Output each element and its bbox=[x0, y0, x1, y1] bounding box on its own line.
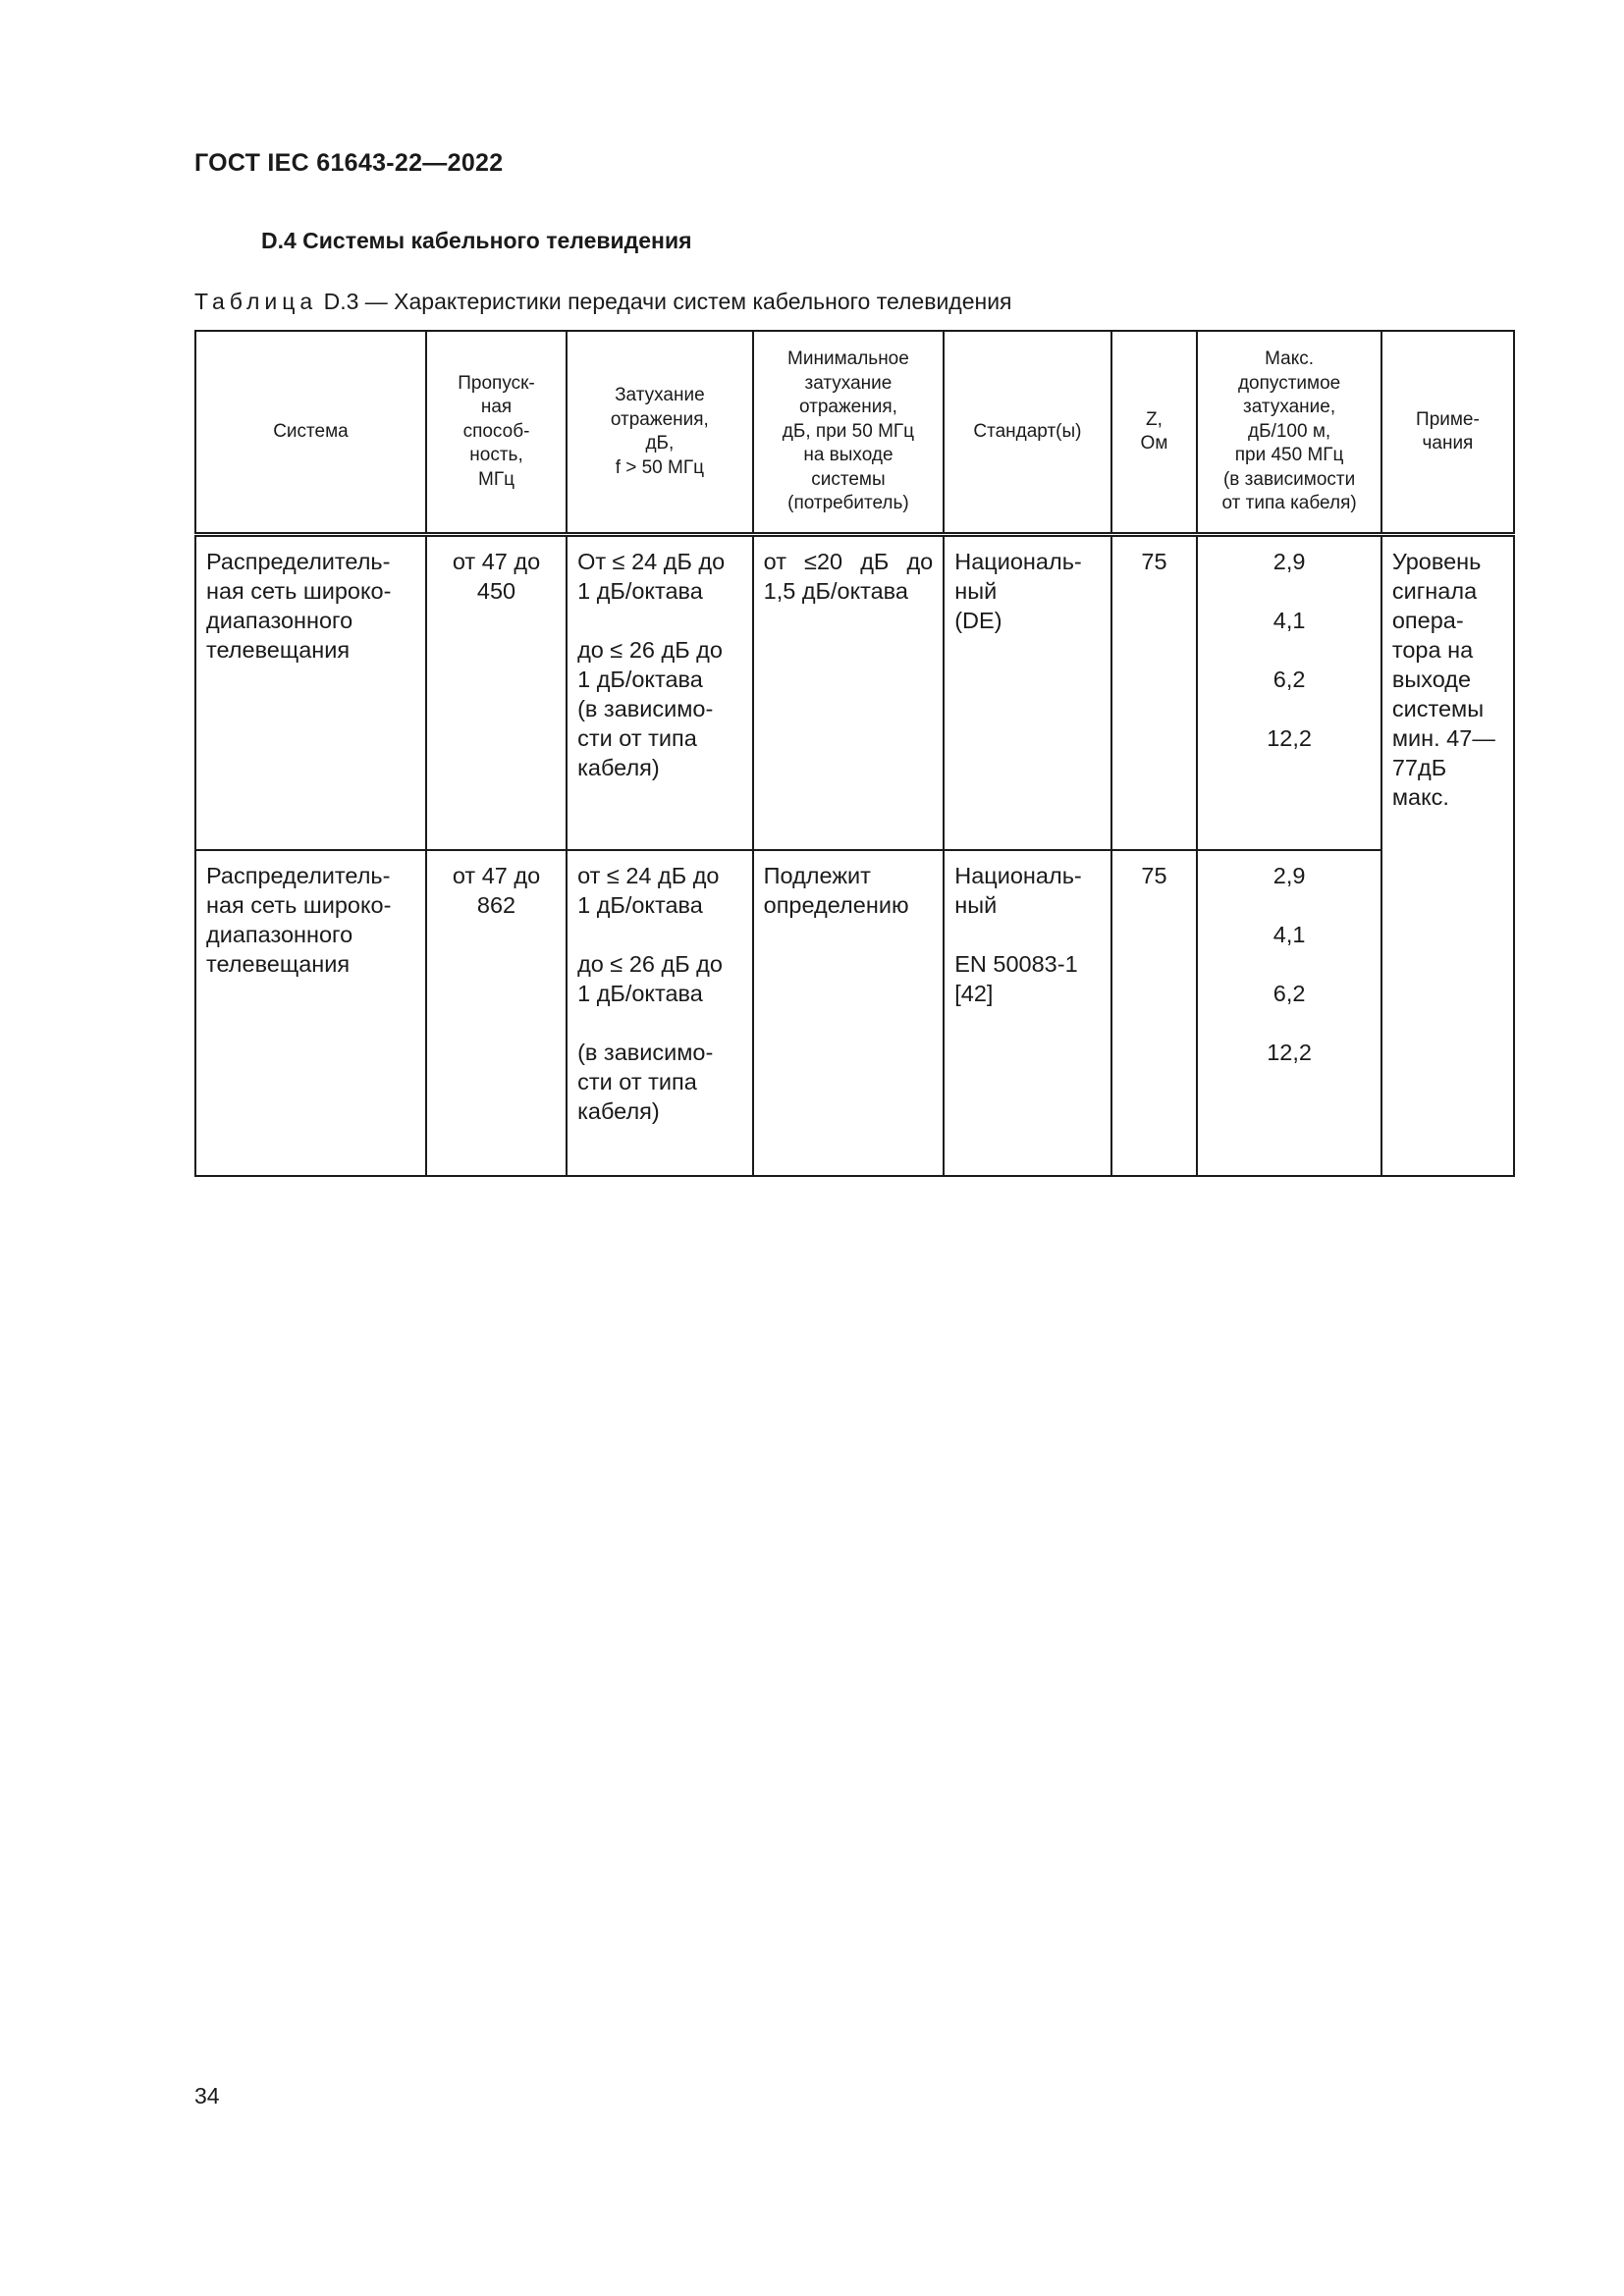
cell-bandwidth: от 47 до 450 bbox=[426, 535, 567, 851]
cell-standard: Националь- ный (DE) bbox=[944, 535, 1110, 851]
cell-notes: Уровень сигнала опера- тора на выходе системы мин. 47— 77дБ макс. bbox=[1381, 535, 1514, 1177]
header-impedance: Z, Ом bbox=[1111, 331, 1198, 535]
cell-standard: Националь- ный EN 50083-1 [42] bbox=[944, 850, 1110, 1176]
table-row bbox=[195, 535, 1514, 851]
cell-min-return-loss: от ≤20 дБ до 1,5 дБ/октава bbox=[753, 535, 945, 851]
transmission-characteristics-table bbox=[194, 330, 1515, 1177]
cell-max-attenuation: 2,9 4,1 6,2 12,2 bbox=[1197, 535, 1381, 851]
header-system: Система bbox=[195, 331, 426, 535]
cell-system: Распределитель- ная сеть широко- диапазонного телевещания bbox=[195, 535, 426, 851]
caption-label: Таблица bbox=[194, 289, 318, 314]
table-header-row bbox=[195, 331, 1514, 535]
header-notes: Приме- чания bbox=[1381, 331, 1514, 535]
header-return-loss: Затухание отражения, дБ, f > 50 МГц bbox=[567, 331, 753, 535]
cell-impedance: 75 bbox=[1111, 850, 1198, 1176]
table-row bbox=[195, 850, 1514, 1176]
header-standard: Стандарт(ы) bbox=[944, 331, 1110, 535]
cell-return-loss: от ≤ 24 дБ до 1 дБ/октава до ≤ 26 дБ до 1 дБ/октава (в зависимо- сти от типа кабеля) bbox=[567, 850, 753, 1176]
header-bandwidth: Пропуск- ная способ- ность, МГц bbox=[426, 331, 567, 535]
header-max-attenuation: Макс. допустимое затухание, дБ/100 м, при 450 МГц (в зависимости от типа кабеля) bbox=[1197, 331, 1381, 535]
cell-system: Распределитель- ная сеть широко- диапазонного телевещания bbox=[195, 850, 426, 1176]
cell-bandwidth: от 47 до 862 bbox=[426, 850, 567, 1176]
page-number: 34 bbox=[194, 2083, 220, 2109]
caption-text: — Характеристики передачи систем кабельного телевидения bbox=[358, 289, 1012, 314]
header-min-return-loss: Минимальное затухание отражения, дБ, при 50 МГц на выходе системы (потребитель) bbox=[753, 331, 945, 535]
cell-impedance: 75 bbox=[1111, 535, 1198, 851]
cell-return-loss: От ≤ 24 дБ до 1 дБ/октава до ≤ 26 дБ до 1 дБ/октава (в зависимо- сти от типа кабеля) bbox=[567, 535, 753, 851]
table-caption bbox=[194, 289, 1012, 315]
document-code: ГОСТ IEC 61643-22—2022 bbox=[194, 149, 504, 177]
cell-min-return-loss: Подлежит определению bbox=[753, 850, 945, 1176]
caption-number: D.3 bbox=[317, 289, 359, 314]
section-title: D.4 Системы кабельного телевидения bbox=[261, 228, 692, 253]
cell-max-attenuation: 2,9 4,1 6,2 12,2 bbox=[1197, 850, 1381, 1176]
